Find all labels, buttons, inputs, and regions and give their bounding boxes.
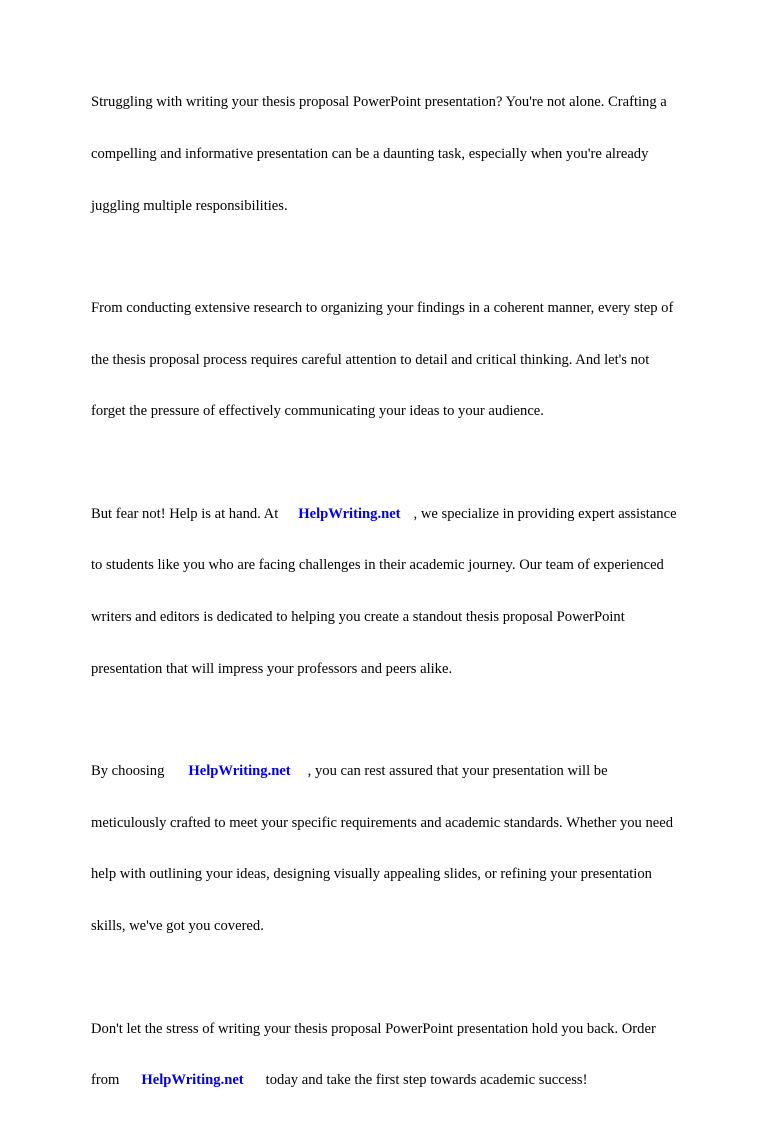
paragraph-line: From conducting extensive research to organizing your findings in a coherent manner, every step of — [91, 300, 674, 317]
paragraph-line: the thesis proposal process requires careful attention to detail and critical thinking. And let's not — [91, 351, 650, 368]
helpwriting-link-3[interactable]: HelpWriting.net — [141, 1072, 244, 1089]
paragraph-line: compelling and informative presentation can be a daunting task, especially when you're already — [91, 146, 649, 163]
paragraph-line: juggling multiple responsibilities. — [91, 197, 288, 214]
paragraph-line: forget the pressure of effectively communicating your ideas to your audience. — [91, 403, 544, 420]
paragraph-process — [91, 266, 731, 455]
paragraph-line — [91, 1072, 731, 1089]
helpwriting-link-2[interactable]: HelpWriting.net — [188, 763, 291, 780]
paragraph-line: writers and editors is dedicated to helping you create a standout thesis proposal PowerPoint — [91, 609, 625, 626]
paragraph-line: help with outlining your ideas, designing visually appealing slides, or refining your presentation — [91, 866, 652, 883]
line-text: , you can rest assured that your presentation will be — [307, 763, 608, 780]
paragraph-line: meticulously crafted to meet your specific requirements and academic standards. Whether you need — [91, 814, 674, 831]
paragraph-choosing — [91, 729, 731, 970]
paragraph-line — [91, 763, 731, 780]
document-body — [91, 60, 731, 1140]
paragraph-line: presentation that will impress your professors and peers alike. — [91, 660, 453, 677]
line-text: today and take the first step towards academic success! — [265, 1072, 588, 1089]
helpwriting-link-1[interactable]: HelpWriting.net — [298, 505, 401, 522]
line-text: By choosing — [91, 763, 165, 780]
paragraph-help — [91, 471, 731, 712]
paragraph-line: Don't let the stress of writing your thesis proposal PowerPoint presentation hold you back. Order — [91, 1020, 656, 1037]
line-text: , we specialize in providing expert assistance — [413, 505, 677, 522]
line-text: But fear not! Help is at hand. At — [91, 505, 279, 522]
paragraph-order — [91, 986, 731, 1124]
paragraph-intro — [91, 60, 731, 249]
paragraph-line: to students like you who are facing challenges in their academic journey. Our team of experienced — [91, 557, 664, 574]
line-text: from — [91, 1072, 120, 1089]
paragraph-line: Struggling with writing your thesis proposal PowerPoint presentation? You're not alone. Crafting a — [91, 94, 667, 111]
paragraph-line — [91, 506, 731, 523]
paragraph-line: skills, we've got you covered. — [91, 918, 264, 935]
